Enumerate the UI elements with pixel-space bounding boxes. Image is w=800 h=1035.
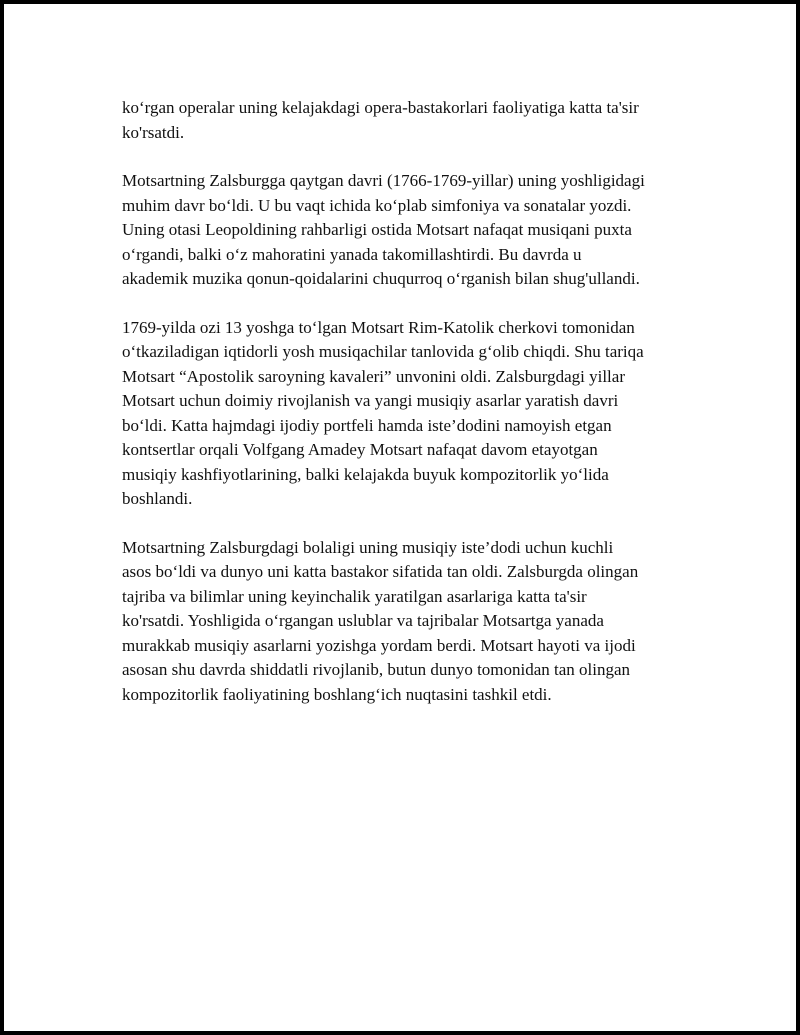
paragraph-1: ko‘rgan operalar uning kelajakdagi opera-bastakorlari faoliyatiga katta ta'sir ko'rsatdi. [122,98,639,142]
paragraph-3: 1769-yilda ozi 13 yoshga to‘lgan Motsart Rim-Katolik cherkovi tomonidan o‘tkaziladigan iqtidorli yosh musiqachilar tanlovida g‘olib chiqdi. Shu tariqa Motsart “Apostolik saroyning kavaleri” unvonini oldi. Zalsburgdagi yillar Motsart uchun doimiy rivojlanish va yangi musiqiy asarlar yaratish davri bo‘ldi. Katta hajmdagi ijodiy portfeli hamda iste’dodini namoyish etgan kontsertlar orqali Volfgang Amadey Motsart nafaqat davom etayotgan musiqiy kashfiyotlarining, balki kelajakda buyuk kompozitorlik yo‘lida boshlandi. [122,317,644,508]
paragraph-2: Motsartning Zalsburgga qaytgan davri (1766-1769-yillar) uning yoshligidagi muhim davr bo‘ldi. U bu vaqt ichida ko‘plab simfoniya va sonatalar yozdi. Uning otasi Leopoldining rahbarligi ostida Motsart nafaqat musiqani puxta o‘rgandi, balki o‘z mahoratini yanada takomillashtirdi. Bu davrda u akademik muzika qonun-qoidalarini chuqurroq o‘rganish bilan shug'ullandi. [122,171,645,288]
page-body [122,96,702,731]
paragraph-4: Motsartning Zalsburgdagi bolaligi uning musiqiy iste’dodi uchun kuchli asos bo‘ldi va dunyo uni katta bastakor sifatida tan oldi. Zalsburgda olingan tajriba va bilimlar uning keyinchalik yaratilgan asarlariga katta ta'sir ko'rsatdi. Yoshligida o‘rgangan uslublar va tajribalar Motsartga yanada murakkab musiqiy asarlarni yozishga yordam berdi. Motsart hayoti va ijodi asosan shu davrda shiddatli rivojlanib, butun dunyo tomonidan tan olingan kompozitorlik faoliyatining boshlang‘ich nuqtasini tashkil etdi. [122,537,639,704]
